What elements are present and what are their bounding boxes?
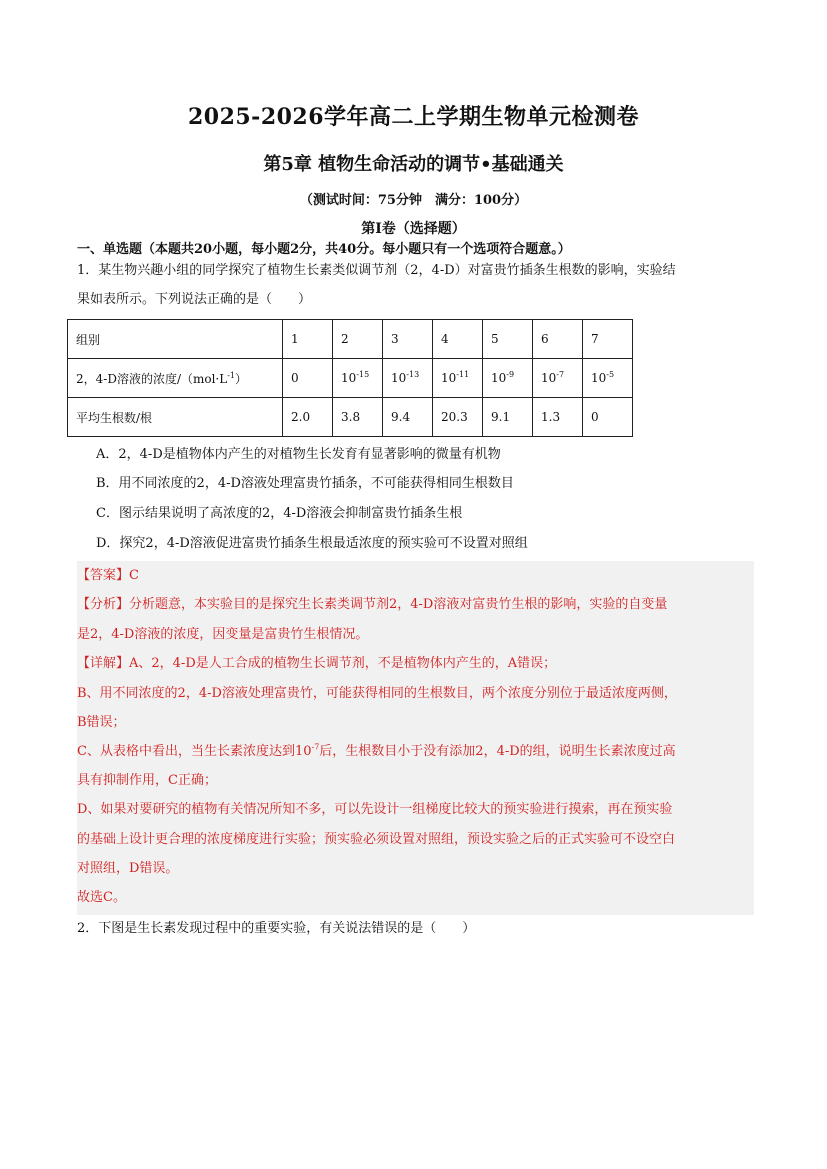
table-cell: 2 — [333, 320, 383, 359]
table-cell: 6 — [533, 320, 583, 359]
analysis-line1: 【分析】分析题意，本实验目的是探究生长素类调节剂2，4-D溶液对富贵竹生根的影响，实验的自变量 — [77, 597, 668, 612]
detail-d-line2: 的基础上设计更合理的浓度梯度进行实验；预实验必须设置对照组，预设实验之后的正式实验可不设空白 — [77, 832, 676, 847]
q1-stem-line1: 1．某生物兴趣小组的同学探究了植物生长素类似调节剂（2，4-D）对富贵竹插条生根数的影响，实验结 — [77, 263, 676, 278]
table-cell: $10^{-15}$ — [333, 359, 383, 398]
detail-c-line2: 具有抑制作用，C正确； — [77, 773, 217, 788]
table-cell: $10^{-5}$ — [583, 359, 633, 398]
table-cell: 7 — [583, 320, 633, 359]
q1-stem-line2: 果如表所示。下列说法正确的是（ ） — [77, 292, 312, 307]
table-row — [68, 320, 633, 359]
table-cell: 1.3 — [533, 398, 583, 437]
table-cell: 4 — [433, 320, 483, 359]
table-cell: 2.0 — [283, 398, 333, 437]
table-row — [68, 398, 633, 437]
table-cell: $10^{-9}$ — [483, 359, 533, 398]
q1-data-table — [67, 319, 633, 437]
q1-option-c[interactable]: C．图示结果说明了高浓度的2，4-D溶液会抑制富贵竹插条生根 — [96, 506, 463, 521]
q1-option-a[interactable]: A．2，4-D是植物体内产生的对植物生长发育有显著影响的微量有机物 — [96, 447, 501, 462]
detail-d-line3: 对照组，D错误。 — [77, 861, 179, 876]
answer-label: 【答案】C — [77, 568, 139, 583]
table-cell: 0 — [583, 398, 633, 437]
detail-d-line1: D、如果对要研究的植物有关情况所知不多，可以先设计一组梯度比较大的预实验进行摸索，再在预实验 — [77, 802, 673, 817]
table-cell: 3 — [383, 320, 433, 359]
table-cell: 20.3 — [433, 398, 483, 437]
table-cell: 9.4 — [383, 398, 433, 437]
chapter-subtitle: 第5章 植物生命活动的调节•基础通关 — [263, 154, 564, 175]
detail-b-line1: B、用不同浓度的2，4-D溶液处理富贵竹，可能获得相同的生根数目，两个浓度分别位于最适浓度两侧， — [77, 686, 677, 701]
table-cell: 5 — [483, 320, 533, 359]
detail-c-line1: C、从表格中看出，当生长素浓度达到$10^{-7}$后，生根数目小于没有添加2，4-D的组，说明生长素浓度过高 — [77, 742, 676, 759]
table-cell: 0 — [283, 359, 333, 398]
conclusion: 故选C。 — [77, 890, 126, 905]
table-cell: $10^{-11}$ — [433, 359, 483, 398]
detail-a: 【详解】A、2，4-D是人工合成的植物生长调节剂，不是植物体内产生的，A错误； — [77, 656, 557, 671]
exam-meta: （测试时间：75分钟 满分：100分） — [299, 193, 528, 208]
table-row-label: 平均生根数/根 — [68, 398, 283, 437]
table-cell: 1 — [283, 320, 333, 359]
section-heading: 一、单选题（本题共20小题，每小题2分，共40分。每小题只有一个选项符合题意。） — [77, 242, 571, 257]
volume-heading: 第Ⅰ卷（选择题） — [361, 221, 466, 237]
table-row — [68, 359, 633, 398]
q1-option-b[interactable]: B．用不同浓度的2，4-D溶液处理富贵竹插条，不可能获得相同生根数目 — [96, 476, 514, 491]
table-row-label: 2，4-D溶液的浓度$/(mol\cdot L^{-1})$ — [68, 359, 283, 398]
table-row-label: 组别 — [68, 320, 283, 359]
exam-title: 2025-2026学年高二上学期生物单元检测卷 — [187, 104, 640, 130]
table-cell: $10^{-7}$ — [533, 359, 583, 398]
q1-option-d[interactable]: D．探究2，4-D溶液促进富贵竹插条生根最适浓度的预实验可不设置对照组 — [96, 536, 528, 551]
table-cell: 9.1 — [483, 398, 533, 437]
table-cell: 3.8 — [333, 398, 383, 437]
analysis-line2: 是2，4-D溶液的浓度，因变量是富贵竹生根情况。 — [77, 627, 369, 642]
answer-explanation-box — [77, 561, 754, 915]
detail-b-line2: B错误； — [77, 715, 126, 730]
table-cell: $10^{-13}$ — [383, 359, 433, 398]
q2-stem: 2．下图是生长素发现过程中的重要实验，有关说法错误的是（ ） — [77, 921, 476, 936]
